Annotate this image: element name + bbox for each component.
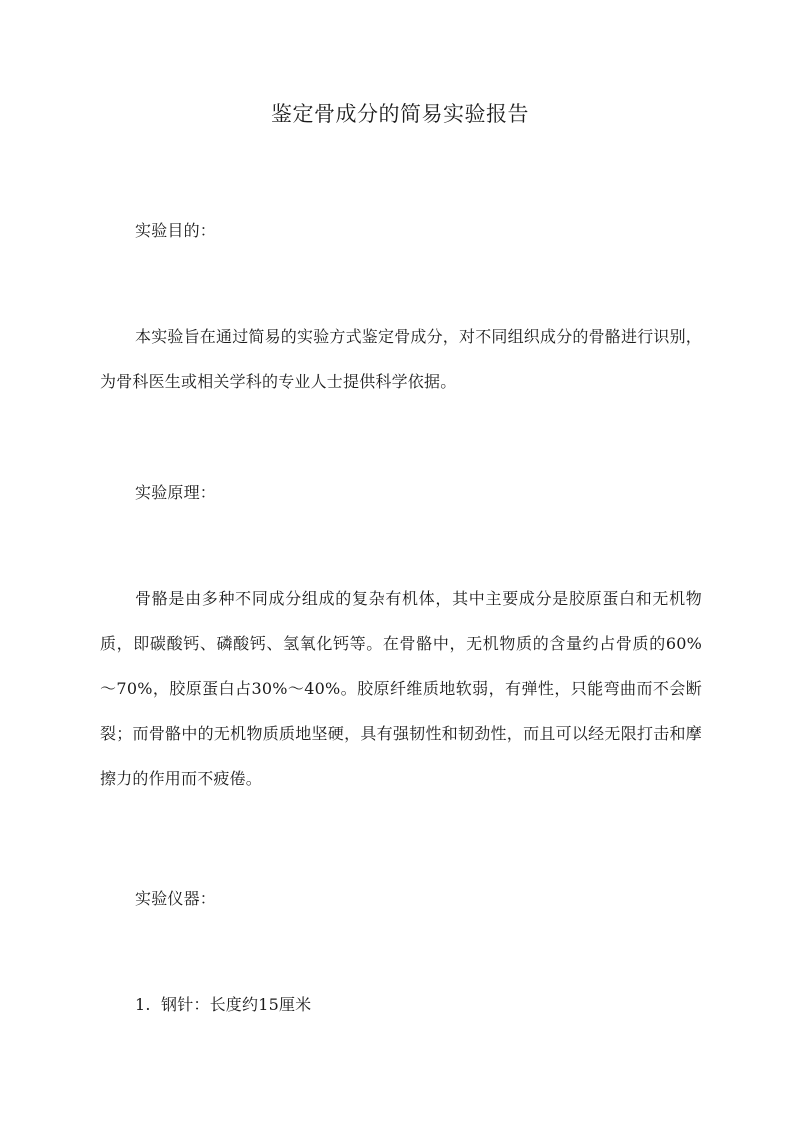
principle-paragraph: 骨骼是由多种不同成分组成的复杂有机体，其中主要成分是胶原蛋白和无机物质，即碳酸钙、磷酸钙、氢氧化钙等。在骨骼中，无机物质的含量约占骨质的60%～70%，胶原蛋白占30%～40%。胶原纤维质地软弱，有弹性，只能弯曲而不会断裂；而骨骼中的无机物质质地坚硬，具有强韧性和韧劲性，而且可以经无限打击和摩擦力的作用而不疲倦。: [100, 589, 702, 788]
instruments-heading: 实验仪器：: [135, 889, 217, 908]
purpose-paragraph: 本实验旨在通过简易的实验方式鉴定骨成分，对不同组织成分的骨骼进行识别，为骨科医生或相关学科的专业人士提供科学依据。: [100, 327, 703, 391]
document-title: 鉴定骨成分的简易实验报告: [271, 102, 529, 126]
principle-heading: 实验原理：: [135, 483, 217, 502]
list-item-number: 1.: [135, 995, 151, 1014]
list-item-text: 钢针：长度约15厘米: [161, 995, 312, 1014]
purpose-heading: 实验目的：: [135, 221, 217, 240]
list-item: [135, 982, 311, 1027]
